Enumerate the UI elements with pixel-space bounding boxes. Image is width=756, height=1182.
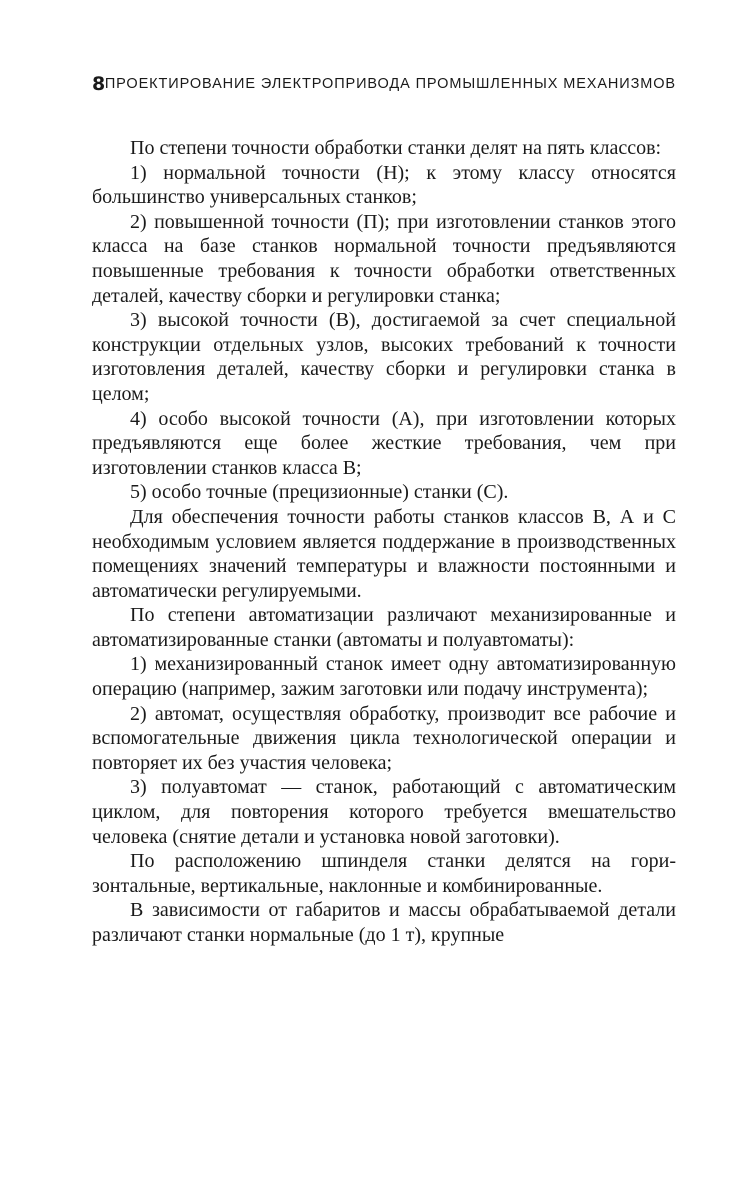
page-number: 8 [92, 73, 106, 95]
paragraph: По степени точности обработки станки делят на пять классов: [130, 137, 662, 159]
running-title: ПРОЕКТИРОВАНИЕ ЭЛЕКТРОПРИВОДА ПРОМЫШЛЕННЫХ МЕХАНИЗМОВ [104, 76, 676, 92]
paragraph: 5) особо точные (прецизионные) станки (С). [130, 481, 509, 504]
paragraph: Для обеспечения точности работы станков классов В, А и С необходимым условием является поддержание в производственных помещениях значений температуры и влажности постоянными и автоматически регулируемыми. [92, 505, 676, 602]
paragraph: 4) особо высокой точности (А), при изготовлении которых предъявляются еще более жесткие требования, чем при изготовлении станков класса В; [92, 407, 676, 479]
paragraph: По расположению шпинделя станки делятся на горизонтальные, вертикальные, наклонные и комбинированные. [92, 850, 676, 897]
paragraph: 1) нормальной точности (Н); к этому классу относятся большинство универсальных станков; [92, 161, 676, 209]
paragraph: В зависимости от габаритов и массы обрабатываемой детали различают станки нормальные (до 1 т), крупные [92, 899, 676, 946]
paragraph: 3) высокой точности (В), достигаемой за счет специальной конструкции отдельных узлов, высоких требований к точности изготовления деталей, качеству сборки и регулировки станка в целом; [92, 309, 676, 405]
paragraph: 1) механизированный станок имеет одну автоматизированную операцию (например, зажим заготовки или подачу инструмента); [92, 653, 676, 701]
running-header [92, 72, 676, 96]
paragraph: 3) полуавтомат — станок, работающий с автоматическим циклом, для повторения которого требуется вмешательство человека (снятие детали и установка новой заготовки). [92, 776, 676, 848]
page-body [92, 136, 676, 948]
paragraph: По степени автоматизации различают механизированные и автоматизированные станки (автоматы и полуавтоматы): [92, 604, 676, 651]
paragraph: 2) автомат, осуществляя обработку, производит все рабочие и вспомогательные движения цикла технологической операции и повторяет их без участия человека; [92, 702, 676, 774]
paragraph: 2) повышенной точности (П); при изготовлении станков этого класса на базе станков нормальной точности предъявляются повышенные требования к точности обработки ответственных деталей, качеству сборки и регулировки станка; [92, 210, 676, 307]
